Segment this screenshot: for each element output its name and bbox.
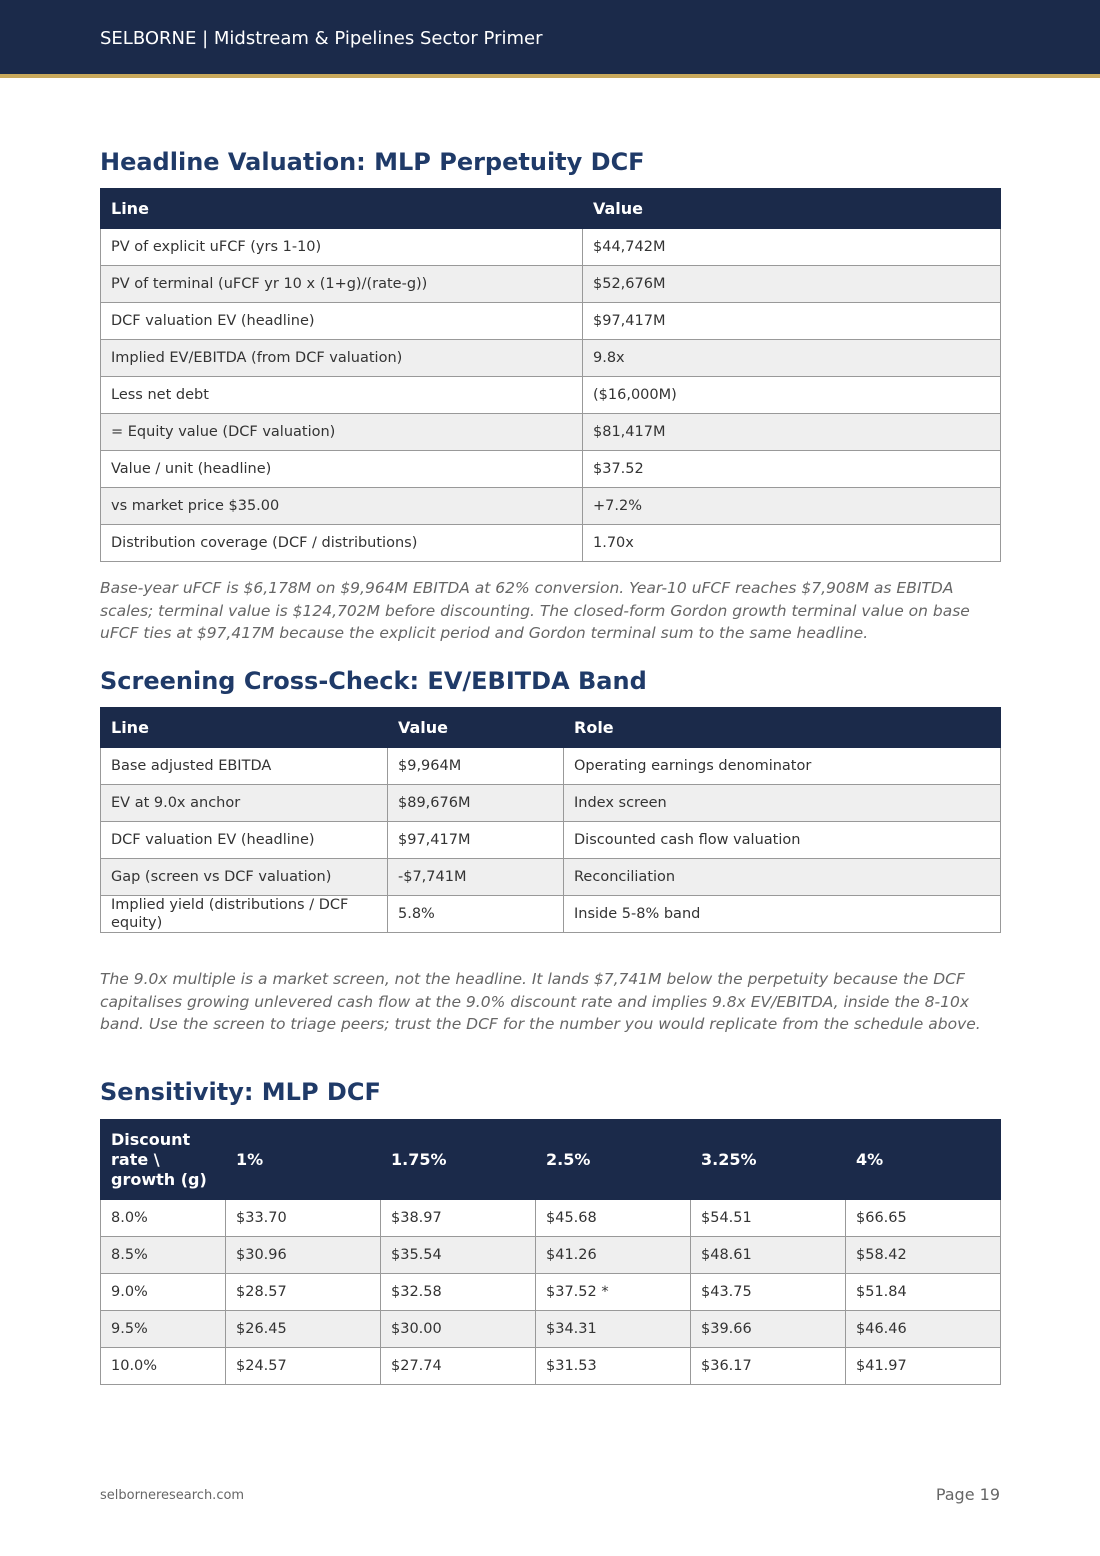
table-cell: $54.51 bbox=[691, 1200, 846, 1237]
table-cell: $41.97 bbox=[846, 1348, 1001, 1385]
table-cell: $97,417M bbox=[388, 822, 564, 859]
table-cell: Reconciliation bbox=[564, 859, 1001, 896]
table-row bbox=[101, 488, 1001, 525]
screening-cross-check-table bbox=[100, 707, 1001, 933]
table-row bbox=[101, 377, 1001, 414]
table-cell: $37.52 bbox=[583, 451, 1001, 488]
table-cell: Operating earnings denominator bbox=[564, 748, 1001, 785]
table-cell: DCF valuation EV (headline) bbox=[101, 303, 583, 340]
header-title: SELBORNE | Midstream & Pipelines Sector Primer bbox=[100, 28, 543, 49]
column-header: 1% bbox=[226, 1120, 381, 1200]
table-cell: $24.57 bbox=[226, 1348, 381, 1385]
table-row bbox=[101, 303, 1001, 340]
table-cell: -$7,741M bbox=[388, 859, 564, 896]
column-header: Role bbox=[564, 708, 1001, 748]
table-cell: $41.26 bbox=[536, 1237, 691, 1274]
table-cell: $30.96 bbox=[226, 1237, 381, 1274]
table-cell: 8.0% bbox=[101, 1200, 226, 1237]
table-row bbox=[101, 1311, 1001, 1348]
table-row bbox=[101, 229, 1001, 266]
table-row bbox=[101, 451, 1001, 488]
table-cell: $46.46 bbox=[846, 1311, 1001, 1348]
screening-cross-check-note: The 9.0x multiple is a market screen, not the headline. It lands $7,741M below the perpetuity because the DCF capitalises growing unlevered cash flow at the 9.0% discount rate and implies 9.8x EV/EBITDA, inside the 8-10x band. Use the screen to triage peers; trust the DCF for the number you would replicate from the schedule above. bbox=[100, 970, 981, 1033]
table-cell: $45.68 bbox=[536, 1200, 691, 1237]
table-cell: 10.0% bbox=[101, 1348, 226, 1385]
table-cell: $34.31 bbox=[536, 1311, 691, 1348]
column-header: 3.25% bbox=[691, 1120, 846, 1200]
table-row bbox=[101, 1274, 1001, 1311]
column-header: 2.5% bbox=[536, 1120, 691, 1200]
table-cell: $28.57 bbox=[226, 1274, 381, 1311]
column-header: Line bbox=[101, 189, 583, 229]
table-cell: 8.5% bbox=[101, 1237, 226, 1274]
table-cell: Inside 5-8% band bbox=[564, 896, 1001, 933]
table-row bbox=[101, 414, 1001, 451]
table-cell: $36.17 bbox=[691, 1348, 846, 1385]
table-cell: = Equity value (DCF valuation) bbox=[101, 414, 583, 451]
table-row bbox=[101, 748, 1001, 785]
table-cell: PV of terminal (uFCF yr 10 x (1+g)/(rate-g)) bbox=[101, 266, 583, 303]
headline-valuation-table bbox=[100, 188, 1001, 562]
table-cell: vs market price $35.00 bbox=[101, 488, 583, 525]
table-cell: $9,964M bbox=[388, 748, 564, 785]
page-number: Page 19 bbox=[935, 1485, 1000, 1504]
table-row bbox=[101, 1237, 1001, 1274]
table-row bbox=[101, 266, 1001, 303]
page-header-bar bbox=[0, 0, 1100, 78]
table-cell: +7.2% bbox=[583, 488, 1001, 525]
table-cell: $58.42 bbox=[846, 1237, 1001, 1274]
table-cell: Discounted cash flow valuation bbox=[564, 822, 1001, 859]
column-header: Line bbox=[101, 708, 388, 748]
table-row bbox=[101, 822, 1001, 859]
table-cell: $43.75 bbox=[691, 1274, 846, 1311]
table-cell: DCF valuation EV (headline) bbox=[101, 822, 388, 859]
table-cell: $39.66 bbox=[691, 1311, 846, 1348]
table-cell: Implied EV/EBITDA (from DCF valuation) bbox=[101, 340, 583, 377]
section-heading-sensitivity: Sensitivity: MLP DCF bbox=[100, 1078, 381, 1106]
table-cell: $32.58 bbox=[381, 1274, 536, 1311]
table-cell: $33.70 bbox=[226, 1200, 381, 1237]
table-row bbox=[101, 340, 1001, 377]
headline-valuation-note: Base-year uFCF is $6,178M on $9,964M EBITDA at 62% conversion. Year-10 uFCF reaches $7,908M as EBITDA scales; terminal value is $124,702M before discounting. The closed-form Gordon growth terminal value on base uFCF ties at $97,417M because the explicit period and Gordon terminal sum to the same headline. bbox=[100, 579, 970, 642]
table-cell: EV at 9.0x anchor bbox=[101, 785, 388, 822]
table-header-row bbox=[101, 189, 1001, 229]
table-cell: $66.65 bbox=[846, 1200, 1001, 1237]
column-header: 4% bbox=[846, 1120, 1001, 1200]
table-row bbox=[101, 1348, 1001, 1385]
table-cell: $97,417M bbox=[583, 303, 1001, 340]
column-header: Value bbox=[583, 189, 1001, 229]
table-cell: 1.70x bbox=[583, 525, 1001, 562]
table-cell: 9.8x bbox=[583, 340, 1001, 377]
table-cell: $81,417M bbox=[583, 414, 1001, 451]
table-cell: 5.8% bbox=[388, 896, 564, 933]
table-cell: $89,676M bbox=[388, 785, 564, 822]
sensitivity-table bbox=[100, 1119, 1001, 1385]
table-cell: PV of explicit uFCF (yrs 1-10) bbox=[101, 229, 583, 266]
table-cell: $52,676M bbox=[583, 266, 1001, 303]
footer-url: selborneresearch.com bbox=[100, 1488, 245, 1503]
table-cell: 9.5% bbox=[101, 1311, 226, 1348]
table-cell: $51.84 bbox=[846, 1274, 1001, 1311]
table-cell: $35.54 bbox=[381, 1237, 536, 1274]
table-header-row bbox=[101, 708, 1001, 748]
table-cell: $38.97 bbox=[381, 1200, 536, 1237]
table-row bbox=[101, 525, 1001, 562]
section-heading-screening-cross-check: Screening Cross-Check: EV/EBITDA Band bbox=[100, 667, 647, 695]
table-row bbox=[101, 859, 1001, 896]
column-header: 1.75% bbox=[381, 1120, 536, 1200]
table-row bbox=[101, 1200, 1001, 1237]
table-cell: Base adjusted EBITDA bbox=[101, 748, 388, 785]
table-row bbox=[101, 785, 1001, 822]
column-header: Value bbox=[388, 708, 564, 748]
table-cell: 9.0% bbox=[101, 1274, 226, 1311]
table-cell: Gap (screen vs DCF valuation) bbox=[101, 859, 388, 896]
table-cell: Distribution coverage (DCF / distributions) bbox=[101, 525, 583, 562]
table-cell: $30.00 bbox=[381, 1311, 536, 1348]
table-cell: ($16,000M) bbox=[583, 377, 1001, 414]
table-cell: Index screen bbox=[564, 785, 1001, 822]
table-cell: $26.45 bbox=[226, 1311, 381, 1348]
table-cell: $44,742M bbox=[583, 229, 1001, 266]
table-cell: $27.74 bbox=[381, 1348, 536, 1385]
section-heading-headline-valuation: Headline Valuation: MLP Perpetuity DCF bbox=[100, 148, 645, 176]
table-cell: Value / unit (headline) bbox=[101, 451, 583, 488]
table-row bbox=[101, 896, 1001, 933]
table-cell: $37.52 * bbox=[536, 1274, 691, 1311]
table-header-row bbox=[101, 1120, 1001, 1200]
column-header: Discount rate \ growth (g) bbox=[101, 1120, 226, 1200]
table-cell: $31.53 bbox=[536, 1348, 691, 1385]
table-cell: Implied yield (distributions / DCF equity) bbox=[101, 896, 388, 933]
table-cell: Less net debt bbox=[101, 377, 583, 414]
table-cell: $48.61 bbox=[691, 1237, 846, 1274]
